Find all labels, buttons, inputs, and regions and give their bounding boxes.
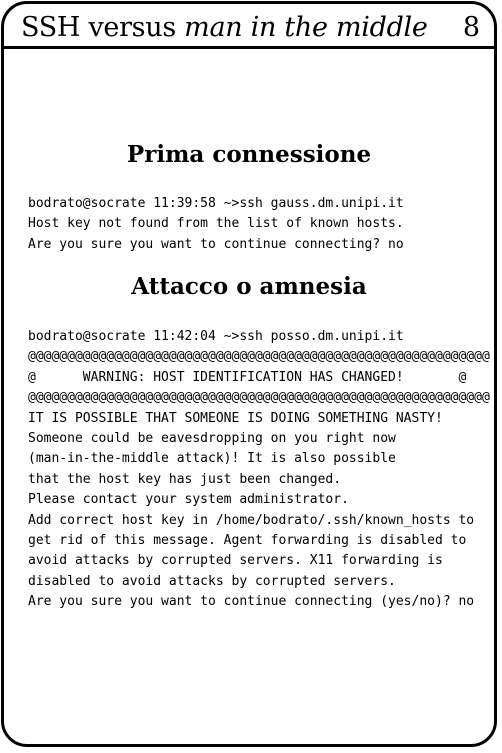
terminal-line: get rid of this message. Agent forwarding is disabled to [28, 533, 467, 549]
terminal-line: Add correct host key in /home/bodrato/.ssh/known_hosts to [28, 512, 475, 528]
terminal-line: Host key not found from the list of known hosts. [28, 216, 404, 232]
page-number: 8 [462, 12, 480, 43]
terminal-line: Someone could be eavesdropping on you right now [28, 431, 396, 447]
slide-title-italic: man in the middle [184, 12, 428, 43]
terminal-block-first-connection [28, 194, 404, 255]
slide-title-plain: SSH versus [21, 12, 185, 43]
terminal-line: Are you sure you want to continue connecting? no [28, 236, 404, 252]
terminal-line: @@@@@@@@@@@@@@@@@@@@@@@@@@@@@@@@@@@@@@@@@@@@@@@@@@@@@@@@@@@ [28, 349, 490, 365]
terminal-line: IT IS POSSIBLE THAT SOMEONE IS DOING SOMETHING NASTY! [28, 410, 443, 426]
slide-header [4, 4, 494, 49]
terminal-line: Are you sure you want to continue connecting (yes/no)? no [28, 594, 475, 610]
section-title-prima-connessione: Prima connessione [126, 141, 372, 168]
terminal-line: Please contact your system administrator. [28, 492, 349, 508]
terminal-block-attack [28, 327, 490, 613]
terminal-line: avoid attacks by corrupted servers. X11 forwarding is [28, 553, 443, 569]
terminal-line: @ WARNING: HOST IDENTIFICATION HAS CHANGED! @ [28, 369, 467, 385]
terminal-line: bodrato@socrate 11:42:04 ~>ssh posso.dm.unipi.it [28, 329, 404, 344]
slide-title [21, 12, 428, 43]
terminal-line: (man-in-the-middle attack)! It is also possible [28, 451, 396, 467]
terminal-line: disabled to avoid attacks by corrupted servers. [28, 573, 396, 589]
slide-frame [1, 1, 497, 747]
terminal-line: bodrato@socrate 11:39:58 ~>ssh gauss.dm.unipi.it [28, 196, 404, 211]
section-title-attacco-o-amnesia: Attacco o amnesia [131, 273, 367, 300]
terminal-line: that the host key has just been changed. [28, 471, 342, 487]
terminal-line: @@@@@@@@@@@@@@@@@@@@@@@@@@@@@@@@@@@@@@@@@@@@@@@@@@@@@@@@@@@ [28, 390, 490, 406]
